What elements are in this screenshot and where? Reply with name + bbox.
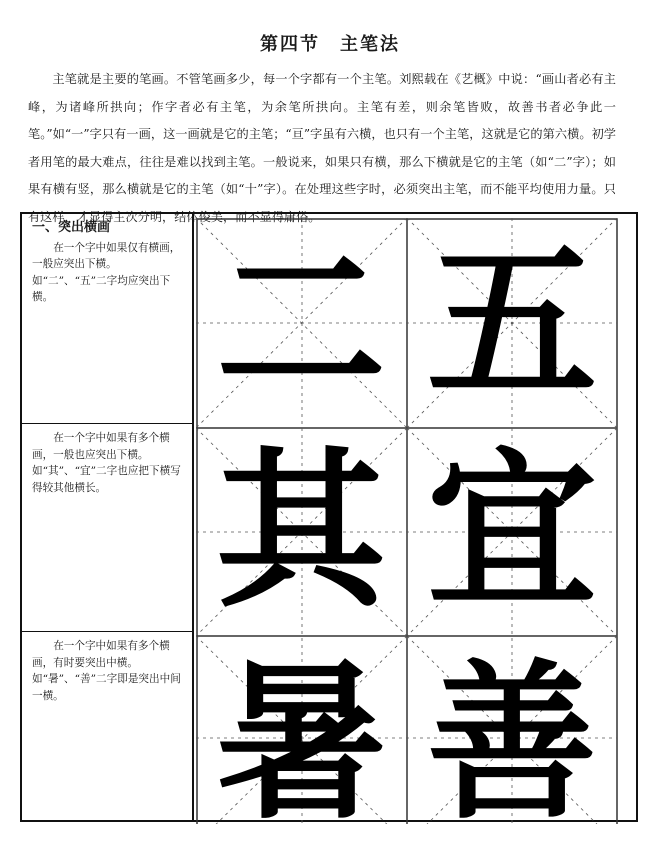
note-cell-2 <box>22 424 192 632</box>
note-text-1: 在一个字中如果仅有横画，一般应突出下横。如“二”、“五”二字均应突出下横。 <box>32 241 181 304</box>
calligraphy-char-qi: 其 <box>215 431 386 631</box>
intro-paragraph: 主笔就是主要的笔画。不管笔画多少，每一个字都有一个主笔。刘熙载在《艺概》中说：“画山者必有主峰，为诸峰所拱向；作字者必有主笔，为余笔所拱向。主笔有差，则余笔皆败，故善书者必争此一笔。”如“一”字只有一画，这一画就是它的主笔；“亘”字虽有六横，也只有一个主笔，这就是它的第六横。初学者用笔的最大难点，往往是难以找到主笔。一般说来，如果只有横，那么下横就是它的主笔（如“二”字）；如果有横有竖，那么横就是它的主笔（如“十”字）。在处理这些字时，必须突出主笔，而不能平均使用力量。只有这样，才显得主次分明，结体俊美，而不显得庸俗。 <box>28 72 616 224</box>
section-heading: 一、突出横画 <box>32 220 111 235</box>
note-cell-1 <box>22 214 192 424</box>
calligraphy-char-er: 二 <box>215 223 386 423</box>
note-cell-3 <box>22 632 192 832</box>
calligraphy-table <box>20 212 638 843</box>
calligraphy-char-shu: 暑 <box>215 643 386 843</box>
character-grid <box>196 218 636 843</box>
note-text-2: 在一个字中如果有多个横画，一般也应突出下横。如“其”、“宜”二字也应把下横写得较其他横长。 <box>32 432 181 494</box>
calligraphy-char-wu: 五 <box>426 223 597 423</box>
calligraphy-char-shan: 善 <box>426 643 597 843</box>
note-text-3: 在一个字中如果有多个横画，有时要突出中横。如“暑”、“善”二字即是突出中间一横。 <box>32 640 181 702</box>
notes-column <box>22 214 194 820</box>
page-title: 第四节 主笔法 <box>260 34 400 55</box>
calligraphy-char-yi: 宜 <box>426 431 597 631</box>
